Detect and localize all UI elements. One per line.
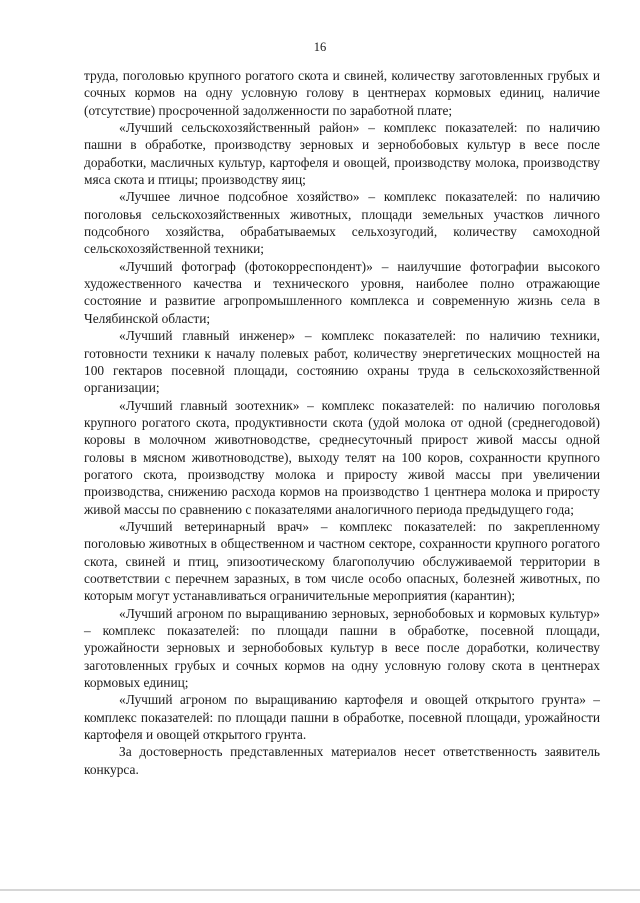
paragraph-best-chief-engineer: «Лучший главный инженер» – комплекс показателей: по наличию техники, готовности техники к началу полевых работ, количеству энергетических мощностей на 100 гектаров посевной площади, состоянию охраны труда в сельскохозяйственной организации; <box>84 328 600 396</box>
paragraph-best-vegetable-agronomist: «Лучший агроном по выращиванию картофеля и овощей открытого грунта» – комплекс показателей: по площади пашни в обработке, посевной площади, урожайности картофеля и овощей открытого грунта. <box>84 692 600 743</box>
document-body <box>84 67 600 778</box>
paragraph-continuation: труда, поголовью крупного рогатого скота и свиней, количеству заготовленных грубых и сочных кормов на одну условную голову в центнерах кормовых единиц, наличие (отсутствие) просроченной задолженности по заработной плате; <box>84 68 600 118</box>
paragraph-best-chief-zootechnician: «Лучший главный зоотехник» – комплекс показателей: по наличию поголовья крупного рогатого скота, продуктивности скота (удой молока от одной (среднегодовой) коровы в молочном животноводстве, среднесуточный прирост живой массы одной головы в мясном животноводстве), выходу телят на 100 коров, сохранности крупного рогатого скота, производству молока и приросту живой массы при увеличении производства, снижению расхода кормов на производство 1 центнера молока и приросту живой массы по сравнению с показателями аналогичного периода предыдущего года; <box>84 397 600 517</box>
page-number: 16 <box>313 40 327 54</box>
paragraph-best-veterinarian: «Лучший ветеринарный врач» – комплекс показателей: по закрепленному поголовью животных в общественном и частном секторе, сохранности крупного рогатого скота, свиней и птиц, эпизоотическому благополучию обслуживаемой территории в соответствии с перечнем заразных, в том числе особо опасных, болезней животных, по которым могут устанавливаться ограничительные мероприятия (карантин); <box>84 518 600 604</box>
paragraph-best-grain-agronomist: «Лучший агроном по выращиванию зерновых, зернобобовых и кормовых культур» – комплекс показателей: по площади пашни в обработке, посевной площади, урожайности зерновых и зернобобовых культур в весе после доработки, количеству заготовленных грубых и сочных кормов на одну условную голову скота в центнерах кормовых единиц; <box>84 605 600 691</box>
paragraph-best-household: «Лучшее личное подсобное хозяйство» – комплекс показателей: по наличию поголовья сельскохозяйственных животных, площади земельных участков личного подсобного хозяйства, обрабатываемых сельхозугодий, количеству самоходной сельскохозяйственной техники; <box>84 189 600 257</box>
paragraph-best-district: «Лучший сельскохозяйственный район» – комплекс показателей: по наличию пашни в обработке, производству зерновых и зернобобовых культур в весе после доработки, масличных культур, картофеля и овощей, производству молока, производству мяса скота и птицы; производству яиц; <box>84 120 600 188</box>
paragraph-best-photographer: «Лучший фотограф (фотокорреспондент)» – наилучшие фотографии высокого художественного качества и технического уровня, наиболее полно отражающие состояние и развитие агропромышленного комплекса и современную жизнь села в Челябинской области; <box>84 258 600 326</box>
paragraph-responsibility: За достоверность представленных материалов несет ответственность заявитель конкурса. <box>84 744 600 777</box>
bottom-divider <box>0 889 640 891</box>
